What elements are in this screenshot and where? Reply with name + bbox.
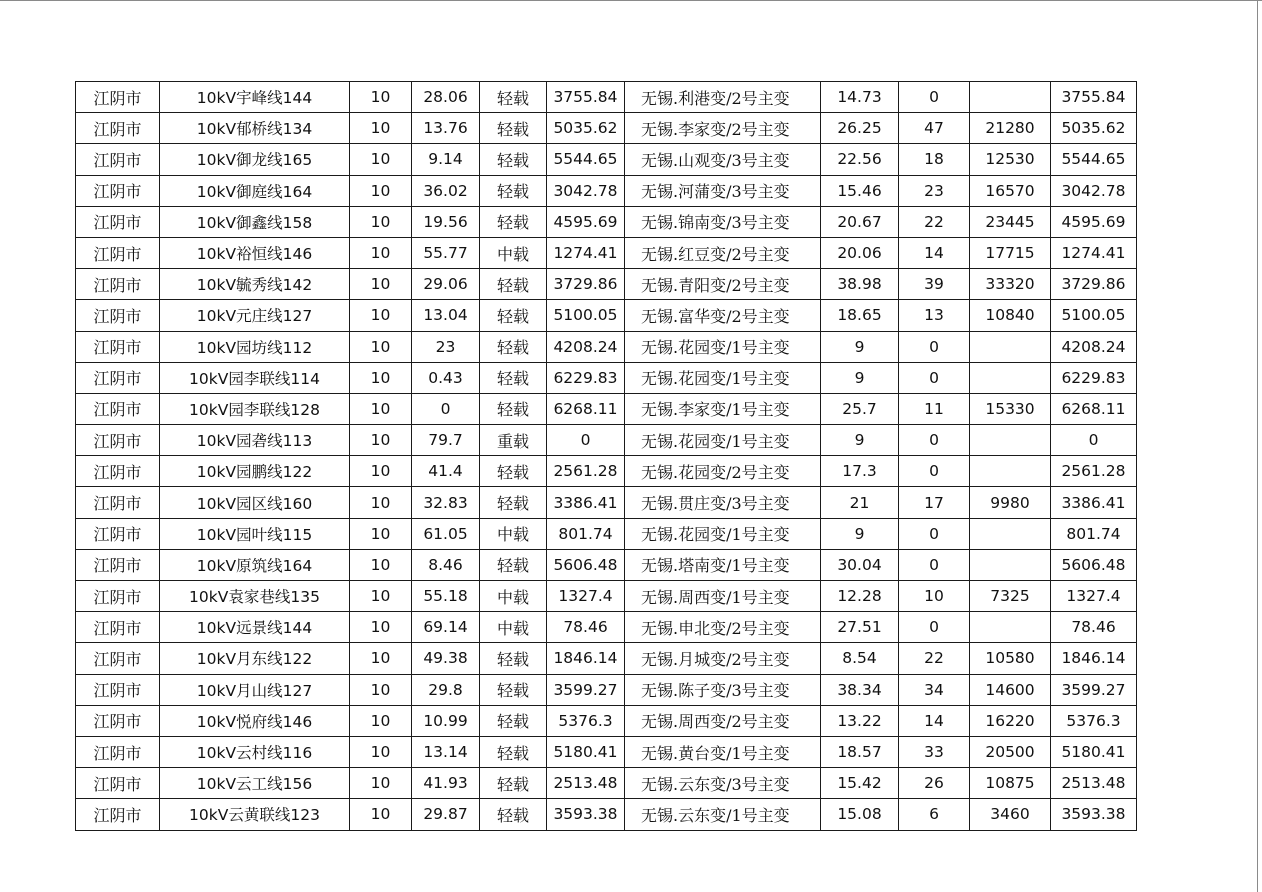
capacity-total-cell: 15330: [970, 393, 1051, 424]
line-name-cell: 10kV云工线156: [160, 768, 350, 799]
load-rate-cell: 13.76: [412, 113, 480, 144]
substation-cell: 无锡.花园变/2号主变: [625, 456, 821, 487]
table-row: [76, 487, 1137, 518]
voltage-cell: 10: [350, 456, 412, 487]
count-cell: 0: [899, 612, 970, 643]
substation-cell: 无锡.李家变/2号主变: [625, 113, 821, 144]
transformer-rate-cell: 20.67: [821, 206, 899, 237]
city-cell: 江阴市: [76, 113, 160, 144]
available-cell: 801.74: [1051, 518, 1137, 549]
capacity-total-cell: [970, 456, 1051, 487]
voltage-cell: 10: [350, 300, 412, 331]
available-cell: 78.46: [1051, 612, 1137, 643]
available-cell: 5376.3: [1051, 705, 1137, 736]
table-row: [76, 82, 1137, 113]
capacity-cell: 6229.83: [547, 362, 625, 393]
feeder-load-table: [75, 81, 1137, 831]
table-row: [76, 456, 1137, 487]
transformer-rate-cell: 22.56: [821, 144, 899, 175]
transformer-rate-cell: 13.22: [821, 705, 899, 736]
city-cell: 江阴市: [76, 144, 160, 175]
capacity-total-cell: 3460: [970, 799, 1051, 830]
substation-cell: 无锡.塔南变/1号主变: [625, 549, 821, 580]
line-name-cell: 10kV园叶线115: [160, 518, 350, 549]
substation-cell: 无锡.花园变/1号主变: [625, 425, 821, 456]
line-name-cell: 10kV园李联线114: [160, 362, 350, 393]
count-cell: 13: [899, 300, 970, 331]
available-cell: 5100.05: [1051, 300, 1137, 331]
voltage-cell: 10: [350, 581, 412, 612]
substation-cell: 无锡.花园变/1号主变: [625, 362, 821, 393]
load-status-cell: 轻载: [480, 705, 547, 736]
voltage-cell: 10: [350, 175, 412, 206]
load-status-cell: 轻载: [480, 674, 547, 705]
voltage-cell: 10: [350, 736, 412, 767]
transformer-rate-cell: 38.34: [821, 674, 899, 705]
line-name-cell: 10kV园坊线112: [160, 331, 350, 362]
capacity-cell: 3042.78: [547, 175, 625, 206]
voltage-cell: 10: [350, 82, 412, 113]
table-row: [76, 736, 1137, 767]
available-cell: 3755.84: [1051, 82, 1137, 113]
city-cell: 江阴市: [76, 269, 160, 300]
line-name-cell: 10kV园李联线128: [160, 393, 350, 424]
capacity-cell: 3599.27: [547, 674, 625, 705]
load-status-cell: 中载: [480, 581, 547, 612]
available-cell: 5606.48: [1051, 549, 1137, 580]
load-status-cell: 轻载: [480, 643, 547, 674]
available-cell: 2561.28: [1051, 456, 1137, 487]
load-rate-cell: 55.18: [412, 581, 480, 612]
capacity-cell: 4595.69: [547, 206, 625, 237]
city-cell: 江阴市: [76, 768, 160, 799]
count-cell: 0: [899, 518, 970, 549]
capacity-total-cell: [970, 425, 1051, 456]
city-cell: 江阴市: [76, 736, 160, 767]
available-cell: 1846.14: [1051, 643, 1137, 674]
load-rate-cell: 8.46: [412, 549, 480, 580]
capacity-cell: 5544.65: [547, 144, 625, 175]
city-cell: 江阴市: [76, 581, 160, 612]
transformer-rate-cell: 26.25: [821, 113, 899, 144]
available-cell: 1327.4: [1051, 581, 1137, 612]
load-rate-cell: 29.8: [412, 674, 480, 705]
city-cell: 江阴市: [76, 300, 160, 331]
substation-cell: 无锡.花园变/1号主变: [625, 331, 821, 362]
line-name-cell: 10kV御龙线165: [160, 144, 350, 175]
table-row: [76, 237, 1137, 268]
voltage-cell: 10: [350, 206, 412, 237]
load-status-cell: 中载: [480, 237, 547, 268]
city-cell: 江阴市: [76, 206, 160, 237]
transformer-rate-cell: 30.04: [821, 549, 899, 580]
voltage-cell: 10: [350, 393, 412, 424]
capacity-total-cell: 16570: [970, 175, 1051, 206]
capacity-cell: 6268.11: [547, 393, 625, 424]
line-name-cell: 10kV月东线122: [160, 643, 350, 674]
available-cell: 3593.38: [1051, 799, 1137, 830]
count-cell: 0: [899, 456, 970, 487]
transformer-rate-cell: 18.65: [821, 300, 899, 331]
substation-cell: 无锡.月城变/2号主变: [625, 643, 821, 674]
transformer-rate-cell: 38.98: [821, 269, 899, 300]
load-status-cell: 轻载: [480, 799, 547, 830]
count-cell: 22: [899, 643, 970, 674]
transformer-rate-cell: 9: [821, 518, 899, 549]
voltage-cell: 10: [350, 768, 412, 799]
load-rate-cell: 13.14: [412, 736, 480, 767]
load-status-cell: 轻载: [480, 768, 547, 799]
city-cell: 江阴市: [76, 456, 160, 487]
load-rate-cell: 55.77: [412, 237, 480, 268]
substation-cell: 无锡.周西变/2号主变: [625, 705, 821, 736]
city-cell: 江阴市: [76, 82, 160, 113]
table-row: [76, 175, 1137, 206]
capacity-cell: 3386.41: [547, 487, 625, 518]
count-cell: 11: [899, 393, 970, 424]
capacity-total-cell: 17715: [970, 237, 1051, 268]
table-row: [76, 768, 1137, 799]
load-status-cell: 中载: [480, 612, 547, 643]
capacity-cell: 4208.24: [547, 331, 625, 362]
line-name-cell: 10kV元庄线127: [160, 300, 350, 331]
city-cell: 江阴市: [76, 799, 160, 830]
load-rate-cell: 32.83: [412, 487, 480, 518]
transformer-rate-cell: 21: [821, 487, 899, 518]
capacity-cell: 1327.4: [547, 581, 625, 612]
table-row: [76, 518, 1137, 549]
voltage-cell: 10: [350, 362, 412, 393]
voltage-cell: 10: [350, 237, 412, 268]
voltage-cell: 10: [350, 269, 412, 300]
capacity-total-cell: 14600: [970, 674, 1051, 705]
voltage-cell: 10: [350, 705, 412, 736]
capacity-cell: 5376.3: [547, 705, 625, 736]
line-name-cell: 10kV月山线127: [160, 674, 350, 705]
load-status-cell: 轻载: [480, 144, 547, 175]
capacity-cell: 5180.41: [547, 736, 625, 767]
transformer-rate-cell: 20.06: [821, 237, 899, 268]
load-rate-cell: 28.06: [412, 82, 480, 113]
city-cell: 江阴市: [76, 674, 160, 705]
table-body: [76, 82, 1137, 831]
transformer-rate-cell: 17.3: [821, 456, 899, 487]
transformer-rate-cell: 9: [821, 362, 899, 393]
load-status-cell: 轻载: [480, 393, 547, 424]
available-cell: 4595.69: [1051, 206, 1137, 237]
capacity-cell: 5100.05: [547, 300, 625, 331]
available-cell: 4208.24: [1051, 331, 1137, 362]
city-cell: 江阴市: [76, 612, 160, 643]
load-status-cell: 轻载: [480, 736, 547, 767]
voltage-cell: 10: [350, 113, 412, 144]
voltage-cell: 10: [350, 331, 412, 362]
load-rate-cell: 36.02: [412, 175, 480, 206]
capacity-total-cell: [970, 362, 1051, 393]
line-name-cell: 10kV悦府线146: [160, 705, 350, 736]
load-status-cell: 轻载: [480, 487, 547, 518]
count-cell: 0: [899, 425, 970, 456]
city-cell: 江阴市: [76, 175, 160, 206]
city-cell: 江阴市: [76, 362, 160, 393]
available-cell: 3599.27: [1051, 674, 1137, 705]
substation-cell: 无锡.花园变/1号主变: [625, 518, 821, 549]
load-rate-cell: 61.05: [412, 518, 480, 549]
transformer-rate-cell: 12.28: [821, 581, 899, 612]
available-cell: 5180.41: [1051, 736, 1137, 767]
table-row: [76, 269, 1137, 300]
substation-cell: 无锡.山观变/3号主变: [625, 144, 821, 175]
table-row: [76, 144, 1137, 175]
count-cell: 22: [899, 206, 970, 237]
table-row: [76, 705, 1137, 736]
capacity-cell: 0: [547, 425, 625, 456]
line-name-cell: 10kV园砻线113: [160, 425, 350, 456]
load-rate-cell: 10.99: [412, 705, 480, 736]
capacity-total-cell: 7325: [970, 581, 1051, 612]
page-right-edge: [1257, 0, 1258, 892]
voltage-cell: 10: [350, 144, 412, 175]
transformer-rate-cell: 15.46: [821, 175, 899, 206]
count-cell: 17: [899, 487, 970, 518]
load-rate-cell: 13.04: [412, 300, 480, 331]
load-rate-cell: 41.93: [412, 768, 480, 799]
capacity-total-cell: 10840: [970, 300, 1051, 331]
load-status-cell: 轻载: [480, 300, 547, 331]
capacity-total-cell: [970, 82, 1051, 113]
substation-cell: 无锡.申北变/2号主变: [625, 612, 821, 643]
line-name-cell: 10kV宇峰线144: [160, 82, 350, 113]
line-name-cell: 10kV御庭线164: [160, 175, 350, 206]
capacity-cell: 2561.28: [547, 456, 625, 487]
count-cell: 39: [899, 269, 970, 300]
available-cell: 6268.11: [1051, 393, 1137, 424]
voltage-cell: 10: [350, 674, 412, 705]
substation-cell: 无锡.李家变/1号主变: [625, 393, 821, 424]
line-name-cell: 10kV郁桥线134: [160, 113, 350, 144]
city-cell: 江阴市: [76, 487, 160, 518]
voltage-cell: 10: [350, 643, 412, 674]
load-status-cell: 轻载: [480, 82, 547, 113]
transformer-rate-cell: 15.08: [821, 799, 899, 830]
load-status-cell: 轻载: [480, 549, 547, 580]
available-cell: 1274.41: [1051, 237, 1137, 268]
capacity-cell: 1274.41: [547, 237, 625, 268]
table-row: [76, 362, 1137, 393]
line-name-cell: 10kV云村线116: [160, 736, 350, 767]
table-row: [76, 300, 1137, 331]
capacity-total-cell: 9980: [970, 487, 1051, 518]
line-name-cell: 10kV园区线160: [160, 487, 350, 518]
load-status-cell: 轻载: [480, 331, 547, 362]
table-row: [76, 393, 1137, 424]
count-cell: 18: [899, 144, 970, 175]
available-cell: 5035.62: [1051, 113, 1137, 144]
capacity-total-cell: 16220: [970, 705, 1051, 736]
voltage-cell: 10: [350, 612, 412, 643]
load-rate-cell: 19.56: [412, 206, 480, 237]
substation-cell: 无锡.云东变/1号主变: [625, 799, 821, 830]
load-rate-cell: 29.87: [412, 799, 480, 830]
capacity-total-cell: 33320: [970, 269, 1051, 300]
count-cell: 14: [899, 705, 970, 736]
table-row: [76, 206, 1137, 237]
city-cell: 江阴市: [76, 705, 160, 736]
capacity-cell: 801.74: [547, 518, 625, 549]
capacity-cell: 78.46: [547, 612, 625, 643]
load-rate-cell: 41.4: [412, 456, 480, 487]
transformer-rate-cell: 25.7: [821, 393, 899, 424]
substation-cell: 无锡.富华变/2号主变: [625, 300, 821, 331]
line-name-cell: 10kV袁家巷线135: [160, 581, 350, 612]
table-row: [76, 799, 1137, 830]
substation-cell: 无锡.青阳变/2号主变: [625, 269, 821, 300]
transformer-rate-cell: 15.42: [821, 768, 899, 799]
load-status-cell: 中载: [480, 518, 547, 549]
city-cell: 江阴市: [76, 643, 160, 674]
line-name-cell: 10kV裕恒线146: [160, 237, 350, 268]
load-rate-cell: 29.06: [412, 269, 480, 300]
substation-cell: 无锡.利港变/2号主变: [625, 82, 821, 113]
count-cell: 10: [899, 581, 970, 612]
city-cell: 江阴市: [76, 393, 160, 424]
count-cell: 14: [899, 237, 970, 268]
capacity-cell: 3593.38: [547, 799, 625, 830]
table-row: [76, 612, 1137, 643]
voltage-cell: 10: [350, 518, 412, 549]
available-cell: 0: [1051, 425, 1137, 456]
available-cell: 2513.48: [1051, 768, 1137, 799]
load-rate-cell: 23: [412, 331, 480, 362]
load-status-cell: 轻载: [480, 113, 547, 144]
substation-cell: 无锡.贯庄变/3号主变: [625, 487, 821, 518]
load-status-cell: 轻载: [480, 206, 547, 237]
transformer-rate-cell: 27.51: [821, 612, 899, 643]
table-row: [76, 581, 1137, 612]
transformer-rate-cell: 14.73: [821, 82, 899, 113]
capacity-cell: 5606.48: [547, 549, 625, 580]
load-status-cell: 轻载: [480, 362, 547, 393]
available-cell: 5544.65: [1051, 144, 1137, 175]
city-cell: 江阴市: [76, 518, 160, 549]
city-cell: 江阴市: [76, 425, 160, 456]
available-cell: 3042.78: [1051, 175, 1137, 206]
page-top-edge: [0, 0, 1262, 1]
line-name-cell: 10kV原筑线164: [160, 549, 350, 580]
substation-cell: 无锡.云东变/3号主变: [625, 768, 821, 799]
capacity-total-cell: 20500: [970, 736, 1051, 767]
capacity-cell: 3729.86: [547, 269, 625, 300]
count-cell: 33: [899, 736, 970, 767]
count-cell: 0: [899, 362, 970, 393]
capacity-cell: 5035.62: [547, 113, 625, 144]
available-cell: 3386.41: [1051, 487, 1137, 518]
table-row: [76, 113, 1137, 144]
voltage-cell: 10: [350, 425, 412, 456]
load-status-cell: 轻载: [480, 456, 547, 487]
line-name-cell: 10kV毓秀线142: [160, 269, 350, 300]
count-cell: 34: [899, 674, 970, 705]
line-name-cell: 10kV云黄联线123: [160, 799, 350, 830]
transformer-rate-cell: 8.54: [821, 643, 899, 674]
substation-cell: 无锡.红豆变/2号主变: [625, 237, 821, 268]
city-cell: 江阴市: [76, 237, 160, 268]
load-rate-cell: 49.38: [412, 643, 480, 674]
capacity-total-cell: 21280: [970, 113, 1051, 144]
count-cell: 0: [899, 549, 970, 580]
load-rate-cell: 0: [412, 393, 480, 424]
table-row: [76, 549, 1137, 580]
load-status-cell: 轻载: [480, 269, 547, 300]
available-cell: 6229.83: [1051, 362, 1137, 393]
count-cell: 47: [899, 113, 970, 144]
transformer-rate-cell: 9: [821, 331, 899, 362]
table-row: [76, 331, 1137, 362]
line-name-cell: 10kV远景线144: [160, 612, 350, 643]
capacity-cell: 1846.14: [547, 643, 625, 674]
load-rate-cell: 69.14: [412, 612, 480, 643]
transformer-rate-cell: 9: [821, 425, 899, 456]
substation-cell: 无锡.周西变/1号主变: [625, 581, 821, 612]
capacity-total-cell: 12530: [970, 144, 1051, 175]
load-rate-cell: 0.43: [412, 362, 480, 393]
count-cell: 6: [899, 799, 970, 830]
line-name-cell: 10kV园鹏线122: [160, 456, 350, 487]
capacity-total-cell: 10580: [970, 643, 1051, 674]
table-row: [76, 674, 1137, 705]
substation-cell: 无锡.锦南变/3号主变: [625, 206, 821, 237]
capacity-total-cell: [970, 549, 1051, 580]
transformer-rate-cell: 18.57: [821, 736, 899, 767]
capacity-cell: 3755.84: [547, 82, 625, 113]
count-cell: 23: [899, 175, 970, 206]
load-status-cell: 重载: [480, 425, 547, 456]
substation-cell: 无锡.河蒲变/3号主变: [625, 175, 821, 206]
count-cell: 0: [899, 82, 970, 113]
line-name-cell: 10kV御鑫线158: [160, 206, 350, 237]
count-cell: 0: [899, 331, 970, 362]
substation-cell: 无锡.陈子变/3号主变: [625, 674, 821, 705]
substation-cell: 无锡.黄台变/1号主变: [625, 736, 821, 767]
table-row: [76, 425, 1137, 456]
voltage-cell: 10: [350, 799, 412, 830]
load-rate-cell: 9.14: [412, 144, 480, 175]
capacity-total-cell: 10875: [970, 768, 1051, 799]
voltage-cell: 10: [350, 549, 412, 580]
capacity-total-cell: 23445: [970, 206, 1051, 237]
city-cell: 江阴市: [76, 331, 160, 362]
voltage-cell: 10: [350, 487, 412, 518]
city-cell: 江阴市: [76, 549, 160, 580]
capacity-total-cell: [970, 331, 1051, 362]
load-status-cell: 轻载: [480, 175, 547, 206]
count-cell: 26: [899, 768, 970, 799]
capacity-total-cell: [970, 612, 1051, 643]
table-row: [76, 643, 1137, 674]
available-cell: 3729.86: [1051, 269, 1137, 300]
capacity-total-cell: [970, 518, 1051, 549]
capacity-cell: 2513.48: [547, 768, 625, 799]
load-rate-cell: 79.7: [412, 425, 480, 456]
